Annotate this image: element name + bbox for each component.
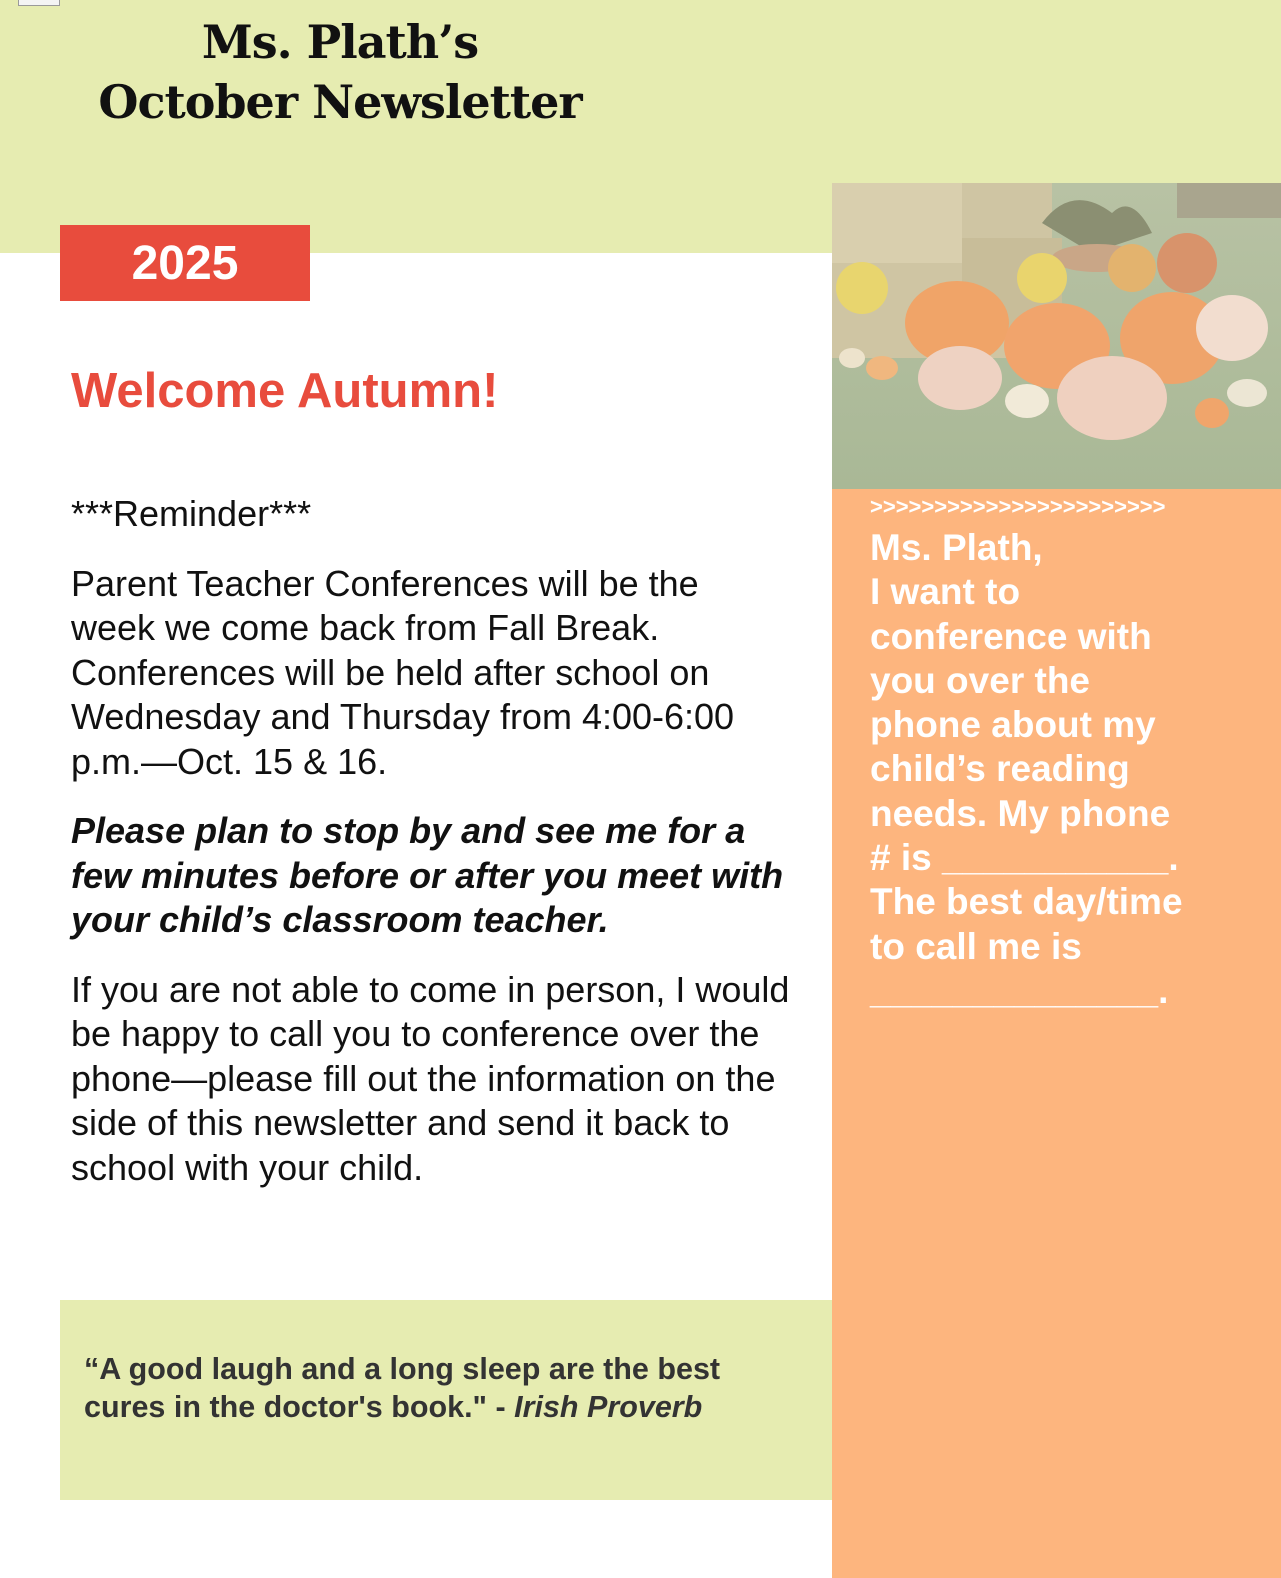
title-line-1: Ms. Plath’s [201,15,479,69]
sidebar-best-time: The best day/time to call me is ______________. [870,881,1183,1011]
conference-paragraph: Parent Teacher Conferences will be the week we come back from Fall Break. Conferences will be held after school on Wednesday and Thursday from 4:00-6:00 p.m.—Oct. 15 & 16. [71,562,735,782]
section-heading: Welcome Autumn! [71,364,499,418]
pumpkin-photo [832,183,1281,489]
title-line-2: October Newsletter [98,75,582,129]
arrow-divider: >>>>>>>>>>>>>>>>>>>>>>> [870,494,1166,519]
newsletter-title [60,12,620,132]
quote-text: “A good laugh and a long sleep are the best cures in the doctor's book." - [84,1352,721,1424]
phone-option-paragraph: If you are not able to come in person, I would be happy to call you to conference over the phone—please fill out the information on the side of this newsletter and send it back to school with your child. [71,968,790,1188]
quote-attribution: Irish Proverb [514,1390,703,1424]
conference-request-form [870,492,1200,1013]
reminder-label: ***Reminder*** [71,493,312,534]
image-placeholder-icon [18,0,60,6]
sidebar-salutation: Ms. Plath, [870,527,1043,568]
main-content [71,492,791,1215]
stop-by-paragraph: Please plan to stop by and see me for a few minutes before or after you meet with your child’s classroom teacher. [71,810,784,940]
sidebar-phone-request: I want to conference with you over the phone about my child’s reading needs. My phone # is ___________. [870,571,1179,879]
year-badge: 2025 [60,225,310,301]
quote [84,1350,804,1426]
